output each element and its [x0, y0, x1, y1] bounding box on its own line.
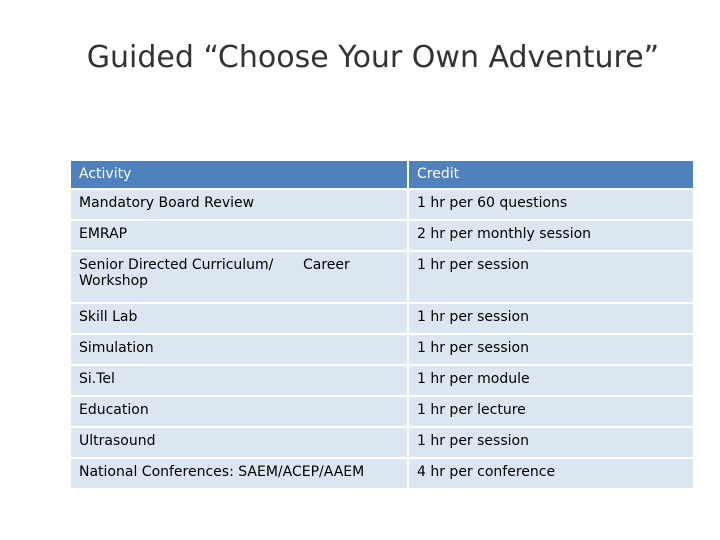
page-title: Guided “Choose Your Own Adventure” [86, 40, 660, 75]
credit-cell: 1 hr per session [408, 251, 693, 303]
activity-text: Career [303, 257, 350, 273]
credit-cell: 2 hr per monthly session [408, 220, 693, 251]
activity-line [79, 257, 399, 273]
activity-cell: Skill Lab [71, 303, 408, 334]
credit-cell: 1 hr per lecture [408, 396, 693, 427]
activity-cell [71, 251, 408, 303]
column-header-credit: Credit [408, 161, 693, 189]
credit-cell: 1 hr per module [408, 365, 693, 396]
credit-cell: 1 hr per session [408, 427, 693, 458]
activity-cell: EMRAP [71, 220, 408, 251]
activity-credit-table [71, 161, 693, 490]
activity-cell: National Conferences: SAEM/ACEP/AAEM [71, 458, 408, 489]
table-row [71, 220, 693, 251]
activity-cell: Ultrasound [71, 427, 408, 458]
table-row [71, 427, 693, 458]
table-row [71, 396, 693, 427]
credit-cell: 1 hr per session [408, 303, 693, 334]
table-row [71, 458, 693, 489]
activity-text: Workshop [79, 273, 149, 289]
table-row [71, 334, 693, 365]
activity-cell: Si.Tel [71, 365, 408, 396]
activity-cell: Mandatory Board Review [71, 189, 408, 220]
table-row [71, 189, 693, 220]
column-header-activity: Activity [71, 161, 408, 189]
table-header-row [71, 161, 693, 189]
table-row [71, 251, 693, 303]
credit-table [71, 161, 693, 490]
credit-cell: 1 hr per session [408, 334, 693, 365]
table-row [71, 365, 693, 396]
activity-text: Senior Directed Curriculum/ [79, 257, 274, 273]
activity-cell: Education [71, 396, 408, 427]
table-row [71, 303, 693, 334]
credit-cell: 1 hr per 60 questions [408, 189, 693, 220]
activity-cell: Simulation [71, 334, 408, 365]
credit-cell: 4 hr per conference [408, 458, 693, 489]
